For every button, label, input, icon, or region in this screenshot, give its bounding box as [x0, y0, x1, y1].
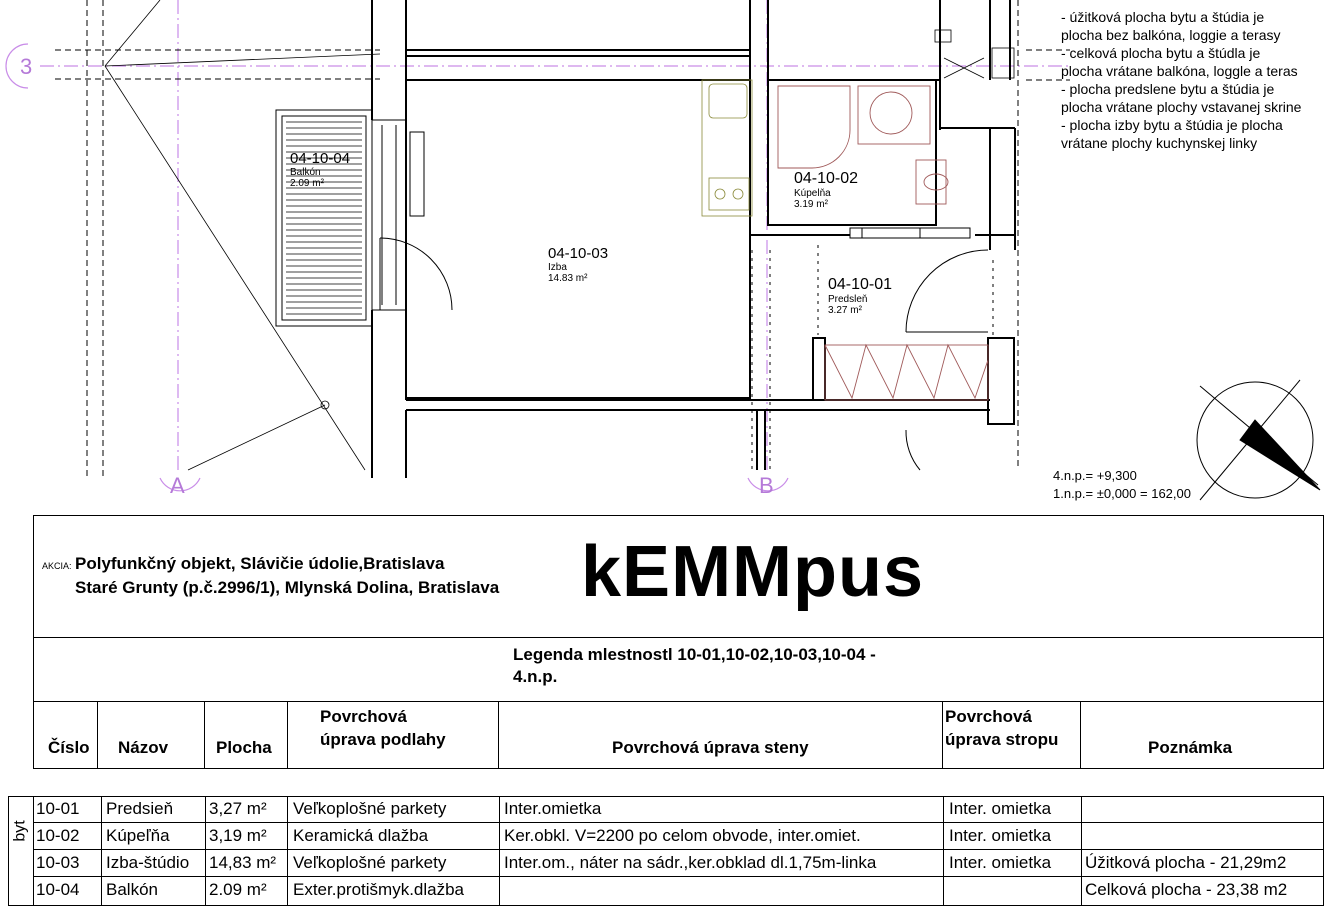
column-separator: [287, 796, 288, 906]
header-plocha: Plocha: [216, 738, 272, 757]
cell-strop: Inter. omietka: [949, 799, 1052, 818]
note-line: plocha vrátane balkóna, loggle a teras: [1061, 63, 1298, 79]
room-name: Kúpelňa: [794, 188, 831, 199]
room-label-balkon: [290, 150, 350, 189]
area-notes: [1061, 8, 1301, 152]
column-separator: [33, 796, 34, 906]
axis-b-label: B: [759, 473, 774, 498]
cell-steny: Inter.omietka: [504, 799, 602, 818]
room-label-kupelna: [794, 170, 858, 210]
room-label-izba: [548, 245, 608, 284]
room-code: 04-10-04: [290, 150, 351, 167]
cell-plocha: 14,83 m²: [209, 853, 277, 872]
header-podlaha-2: úprava podlahy: [320, 730, 446, 749]
level-line: 4.n.p.= +9,300: [1053, 468, 1137, 483]
cell-plocha: 3,27 m²: [209, 799, 267, 818]
cell-nazov: Balkón: [106, 880, 158, 899]
room-area: 3.19 m²: [794, 199, 828, 210]
divider: [33, 701, 1324, 702]
column-separator: [205, 796, 206, 906]
axis-3-label: 3: [20, 54, 33, 79]
room-area: 14.83 m²: [548, 273, 588, 284]
cell-steny: Ker.obkl. V=2200 po celom obvode, inter.omiet.: [504, 826, 861, 845]
cell-poznamka: Úžitková plocha - 21,29m2: [1085, 853, 1287, 872]
cell-poznamka: Celková plocha - 23,38 m2: [1085, 880, 1288, 899]
cell-nazov: Izba-štúdio: [106, 853, 190, 872]
column-separator: [942, 701, 943, 769]
axis-a-label: A: [170, 473, 185, 498]
cell-cislo: 10-01: [36, 799, 80, 818]
note-line: vrátane plochy kuchynskej linky: [1061, 135, 1258, 151]
cell-podlaha: Veľkoplošné parkety: [293, 853, 447, 872]
wardrobe: [825, 345, 988, 400]
room-label-predslen: [828, 276, 892, 316]
column-separator: [287, 701, 288, 769]
header-poznamka: Poznámka: [1148, 738, 1233, 757]
project-line-1: Polyfunkčný objekt, Slávičie údolie,Bratislava: [75, 554, 445, 573]
project-line-2: Staré Grunty (p.č.2996/1), Mlynská Dolina, Bratislava: [75, 578, 500, 597]
cell-nazov: Predsieň: [106, 799, 174, 818]
note-line: - celková plocha bytu a štúdla je: [1061, 45, 1261, 61]
cell-cislo: 10-04: [36, 880, 80, 899]
room-code: 04-10-02: [794, 170, 859, 187]
note-line: plocha bez balkóna, loggie a terasy: [1061, 27, 1281, 43]
note-line: - úžitková plocha bytu a štúdia je: [1061, 9, 1265, 25]
cell-podlaha: Keramická dlažba: [293, 826, 429, 845]
room-area: 2.09 m²: [290, 178, 324, 189]
cell-podlaha: Veľkoplošné parkety: [293, 799, 447, 818]
header-strop-1: Povrchová: [945, 707, 1032, 726]
akcia-label: AKCIA:: [42, 561, 72, 571]
cell-cislo: 10-02: [36, 826, 80, 845]
header-cislo: Číslo: [48, 738, 90, 757]
group-label: byt: [11, 820, 29, 842]
note-line: - plocha predslene bytu a štúdia je: [1061, 81, 1275, 97]
column-separator: [1080, 701, 1081, 769]
header-podlaha-1: Povrchová: [320, 707, 407, 726]
room-name: Izba: [548, 262, 567, 273]
row-separator: [33, 849, 1324, 850]
column-separator: [101, 796, 102, 906]
legend-title-2: 4.n.p.: [513, 667, 558, 686]
column-separator: [97, 701, 98, 769]
kitchen-unit: [702, 80, 752, 216]
level-info: [1053, 467, 1191, 503]
cell-cislo: 10-03: [36, 853, 80, 872]
column-separator: [204, 701, 205, 769]
column-separator: [499, 796, 500, 906]
note-line: plocha vrátane plochy vstavanej skrine: [1061, 99, 1302, 115]
room-code: 04-10-03: [548, 245, 609, 262]
cell-strop: Inter. omietka: [949, 826, 1052, 845]
room-area: 3.27 m²: [828, 305, 862, 316]
column-separator: [943, 796, 944, 906]
level-line: 1.n.p.= ±0,000 = 162,00: [1053, 486, 1191, 501]
cell-podlaha: Exter.protišmyk.dlažba: [293, 880, 465, 899]
row-separator: [33, 876, 1324, 877]
company-logo: kEMMpus: [581, 532, 925, 612]
walls: [372, 0, 1015, 478]
divider: [33, 637, 1324, 638]
header-nazov: Názov: [118, 738, 169, 757]
column-separator: [498, 701, 499, 769]
row-separator: [33, 822, 1324, 823]
room-name: Predsleň: [828, 294, 868, 305]
cell-strop: Inter. omietka: [949, 853, 1052, 872]
header-steny: Povrchová úprava steny: [612, 738, 809, 757]
header-strop-2: úprava stropu: [945, 730, 1059, 749]
note-line: - plocha izby bytu a štúdia je plocha: [1061, 117, 1283, 133]
cell-plocha: 2.09 m²: [209, 880, 267, 899]
column-separator: [1081, 796, 1082, 906]
north-arrow-icon: [1197, 380, 1320, 500]
legend-title-1: Legenda mlestnostl 10-01,10-02,10-03,10-04 -: [513, 645, 876, 664]
cell-steny: Inter.om., náter na sádr.,ker.obklad dl.1,75m-linka: [504, 853, 877, 872]
room-name: Balkón: [290, 167, 321, 178]
cell-nazov: Kúpeľňa: [106, 826, 170, 845]
room-code: 04-10-01: [828, 276, 893, 293]
cell-plocha: 3,19 m²: [209, 826, 267, 845]
